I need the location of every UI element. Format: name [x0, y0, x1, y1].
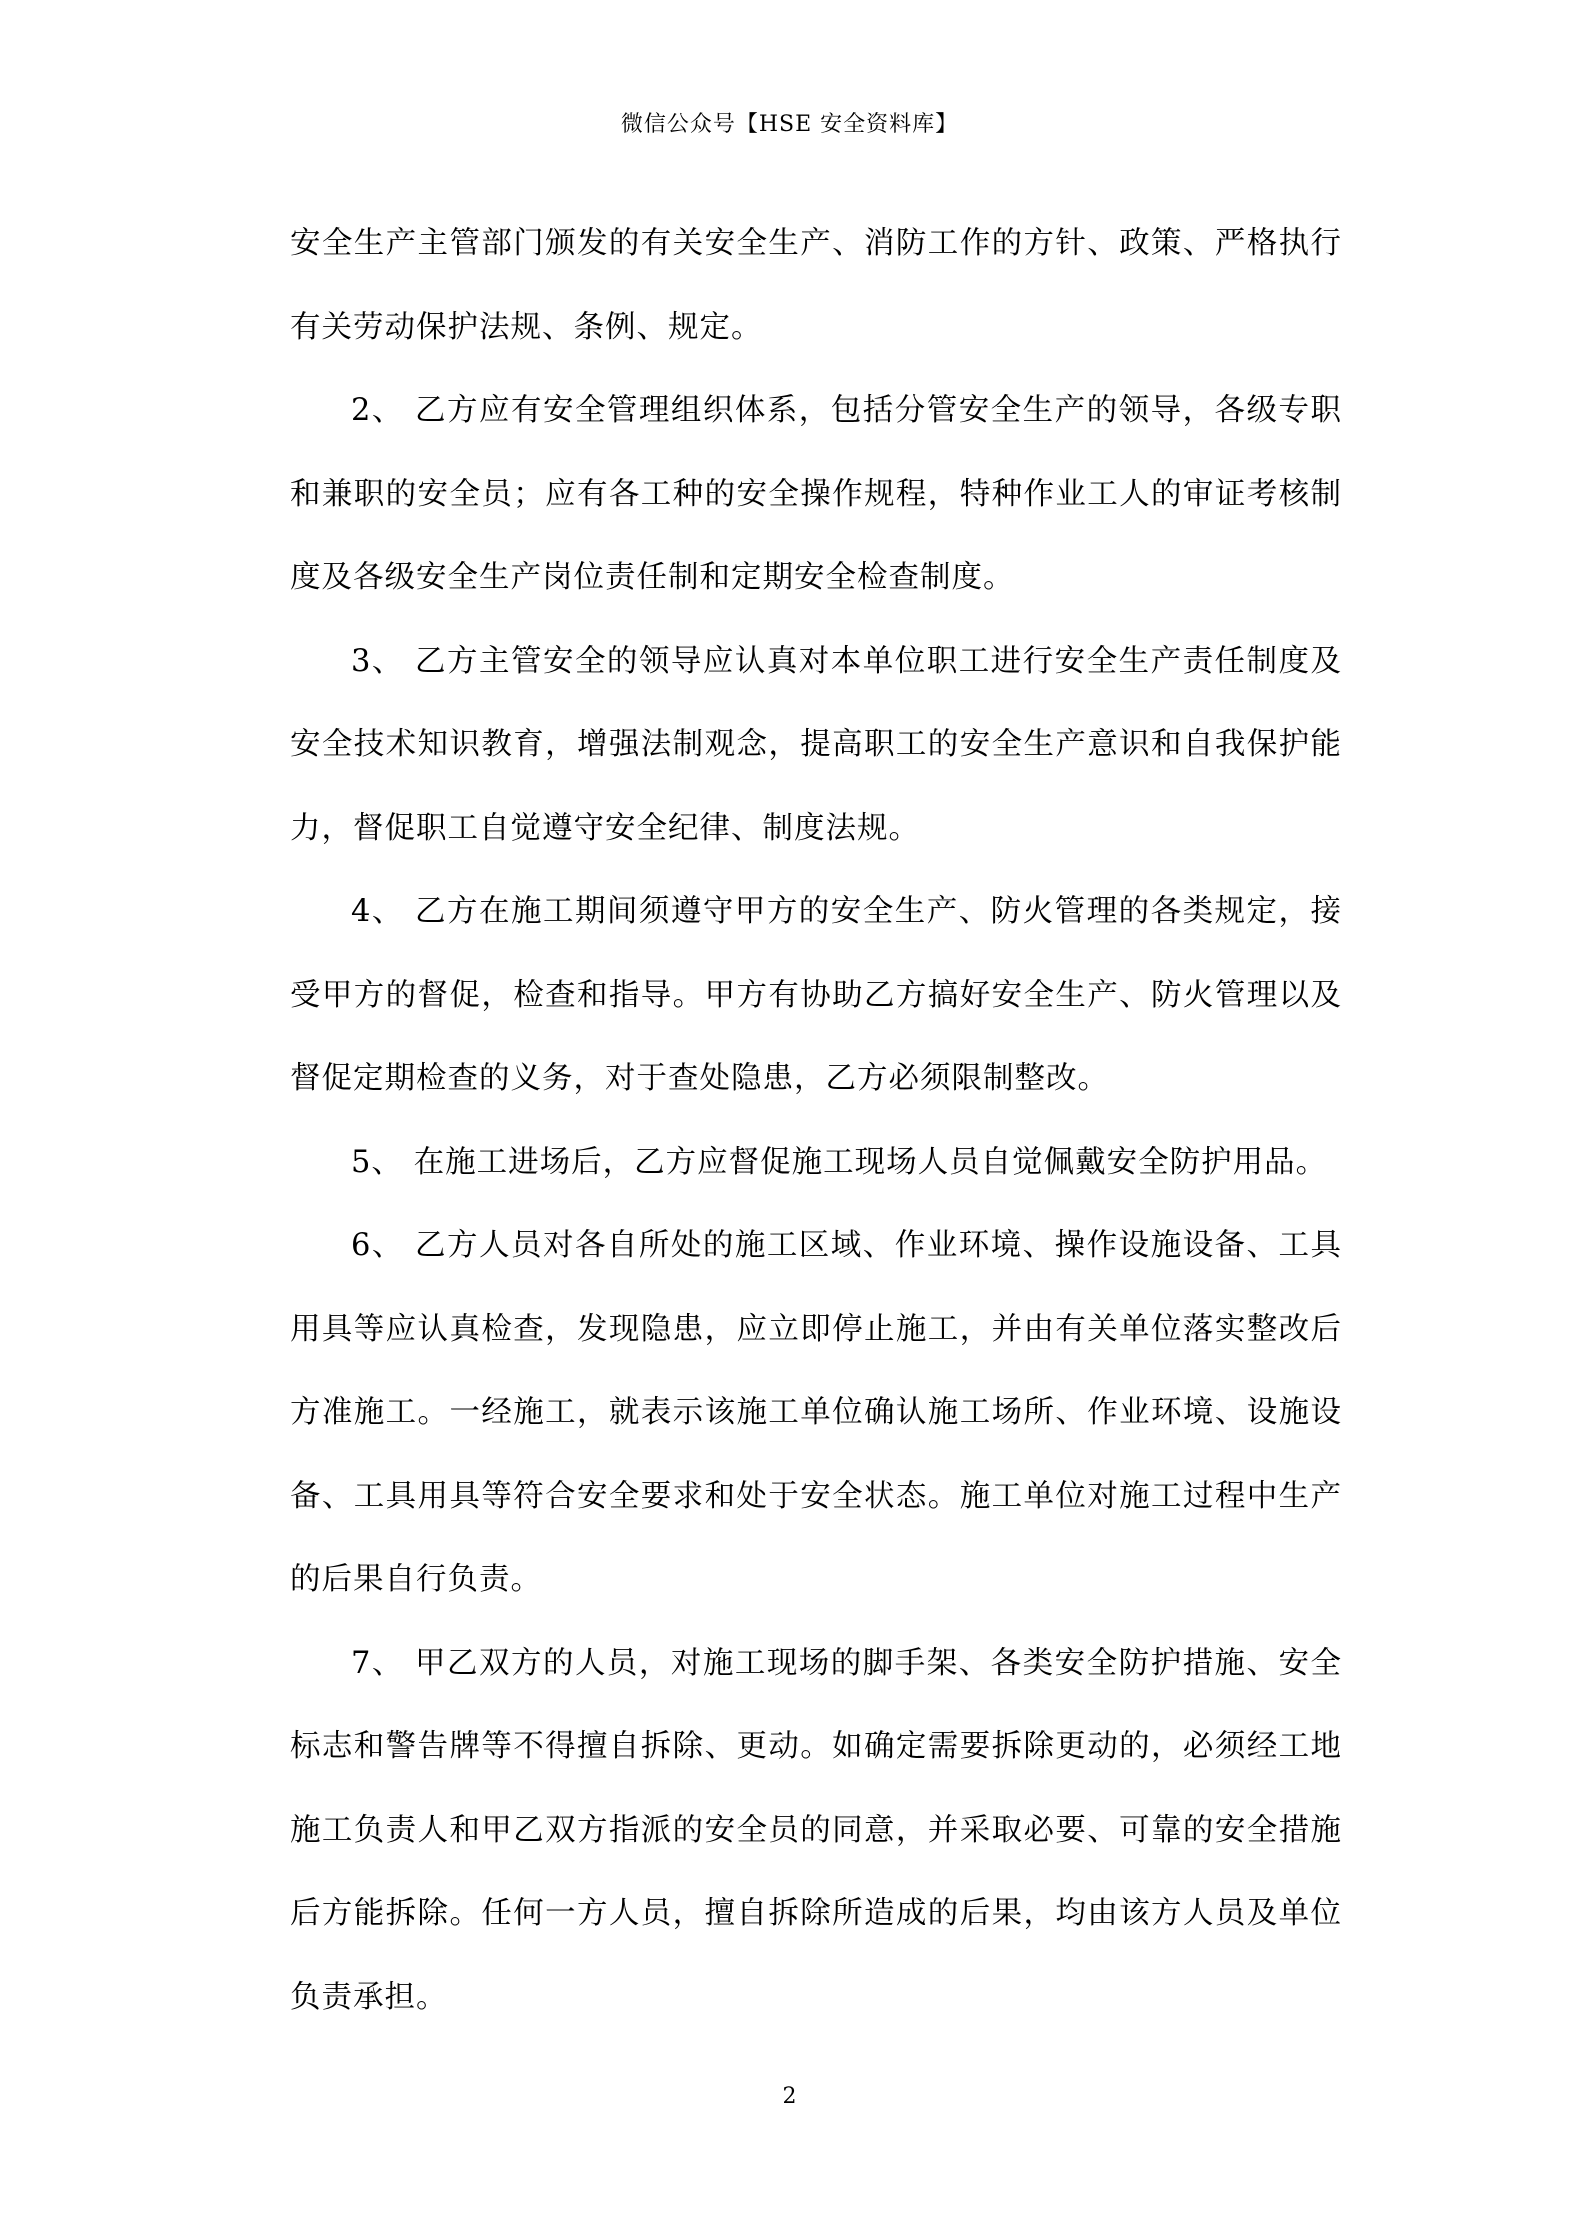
- paragraph-continuation: 安全生产主管部门颁发的有关安全生产、消防工作的方针、政策、严格执行有关劳动保护法规、条例、规定。: [290, 226, 1342, 345]
- page-header: 微信公众号【HSE 安全资料库】: [620, 112, 959, 137]
- paragraph-item-2: 2、 乙方应有安全管理组织体系，包括分管安全生产的领导，各级专职和兼职的安全员；应有各工种的安全操作规程，特种作业工人的审证考核制度及各级安全生产岗位责任制和定期安全检查制度。: [290, 393, 1342, 595]
- paragraph-item-5: 5、 在施工进场后，乙方应督促施工现场人员自觉佩戴安全防护用品。: [351, 1144, 1328, 1180]
- document-body: [290, 202, 1342, 2039]
- paragraph-item-6: 6、 乙方人员对各自所处的施工区域、作业环境、操作设施设备、工具用具等应认真检查，发现隐患，应立即停止施工，并由有关单位落实整改后方准施工。一经施工，就表示该施工单位确认施工场所、作业环境、设施设备、工具用具等符合安全要求和处于安全状态。施工单位对施工过程中生产的后果自行负责。: [290, 1228, 1342, 1597]
- paragraph-item-4: 4、 乙方在施工期间须遵守甲方的安全生产、防火管理的各类规定，接受甲方的督促，检查和指导。甲方有协助乙方搞好安全生产、防火管理以及督促定期检查的义务，对于查处隐患，乙方必须限制整改。: [290, 894, 1342, 1096]
- page-number: 2: [782, 2084, 797, 2109]
- paragraph-item-7: 7、 甲乙双方的人员，对施工现场的脚手架、各类安全防护措施、安全标志和警告牌等不得擅自拆除、更动。如确定需要拆除更动的，必须经工地施工负责人和甲乙双方指派的安全员的同意，并采取必要、可靠的安全措施后方能拆除。任何一方人员，擅自拆除所造成的后果，均由该方人员及单位负责承担。: [290, 1645, 1342, 2015]
- paragraph-item-3: 3、 乙方主管安全的领导应认真对本单位职工进行安全生产责任制度及安全技术知识教育，增强法制观念，提高职工的安全生产意识和自我保护能力，督促职工自觉遵守安全纪律、制度法规。: [290, 643, 1342, 846]
